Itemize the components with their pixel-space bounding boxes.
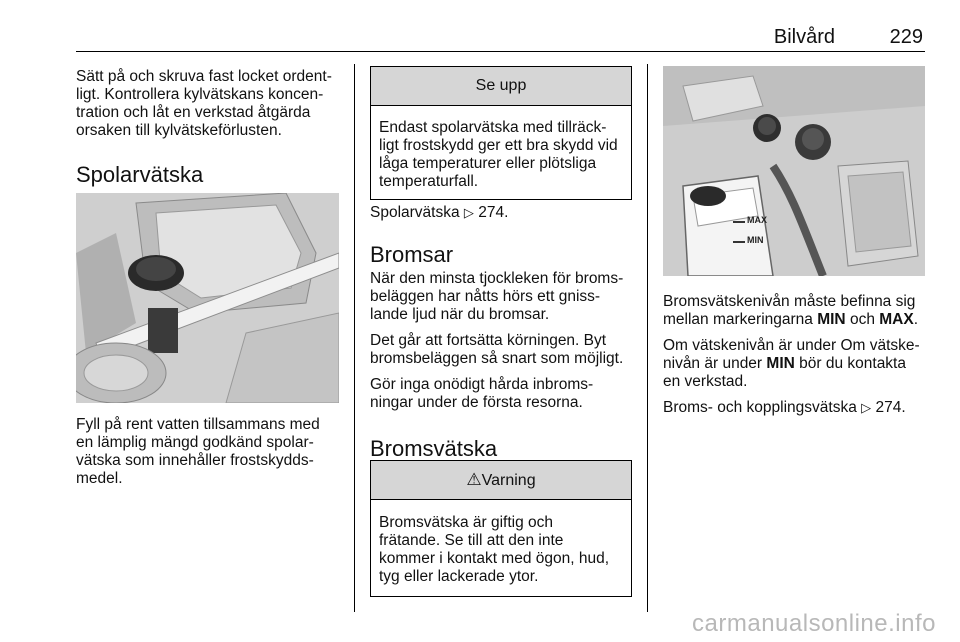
- left-column: [76, 68, 344, 188]
- washer-fill-text: Fyll på rent vatten tillsammans med en lämplig mängd godkänd spolar- vätska som innehåller frostskydds- medel.: [76, 416, 320, 487]
- warning-title: Varning: [481, 472, 536, 489]
- warning-body: Bromsvätska är giftig och frätande. Se till att den inte kommer i kontakt med ögon, hud, tyg eller lackerade ytor.: [379, 514, 610, 585]
- caution-box: [370, 66, 632, 200]
- middle-column-text: [370, 204, 640, 462]
- right-column-text: [663, 293, 938, 425]
- brake-fluid-reservoir-image: [663, 66, 925, 276]
- brake-fluid-heading: Bromsvätska: [370, 436, 498, 461]
- column-divider-1: [354, 64, 355, 612]
- image-min-label: MIN: [747, 235, 764, 245]
- brake-fluid-level-para: Bromsvätskenivån måste befinna sig mellan markeringarna MIN och MAX.: [663, 293, 919, 328]
- warning-box: [370, 460, 632, 597]
- header-rule: [76, 51, 925, 52]
- brake-clutch-fluid-reference[interactable]: Broms- och kopplingsvätska ▷ 274.: [663, 399, 906, 416]
- page-number: 229: [889, 26, 923, 48]
- image-max-label: MAX: [747, 215, 767, 225]
- watermark: carmanualsonline.info: [692, 610, 936, 637]
- caution-body: Endast spolarvätska med tillräck- ligt frostskydd ger ett bra skydd vid låga temperaturer eller plötsliga temperaturfall.: [379, 119, 618, 190]
- low-level-para: Om vätskenivån är under Om vätske- nivån är under MIN bör du kontakta en verkstad.: [663, 337, 920, 390]
- brakes-para-2: Det går att fortsätta körningen. Byt bromsbeläggen så snart som möjligt.: [370, 332, 624, 367]
- page-reference-icon: ▷: [861, 400, 872, 415]
- brakes-para-3: Gör inga onödigt hårda inbroms- ningar under de första resorna.: [370, 376, 594, 411]
- column-divider-2: [647, 64, 648, 612]
- intro-text: Sätt på och skruva fast locket ordent- ligt. Kontrollera kylvätskans koncen- tration och låt en verkstad åtgärda orsaken till kylvätskeförlusten.: [76, 68, 332, 139]
- washer-reservoir-image: [76, 193, 339, 403]
- warning-header: [371, 461, 631, 500]
- washer-fluid-heading: Spolarvätska: [76, 162, 204, 187]
- brakes-heading: Bromsar: [370, 242, 454, 267]
- washer-reservoir-illustration: [76, 193, 339, 403]
- page-reference-icon: ▷: [463, 205, 474, 220]
- brake-fluid-illustration: [663, 66, 925, 276]
- washer-fluid-reference[interactable]: Spolarvätska ▷ 274.: [370, 204, 509, 221]
- warning-icon: ⚠: [466, 470, 482, 489]
- section-title: Bilvård: [773, 26, 835, 48]
- brakes-para-1: När den minsta tjockleken för broms- beläggen har nåtts hörs ett gniss- lande ljud när du bromsar.: [370, 270, 624, 323]
- caution-title: Se upp: [371, 67, 631, 106]
